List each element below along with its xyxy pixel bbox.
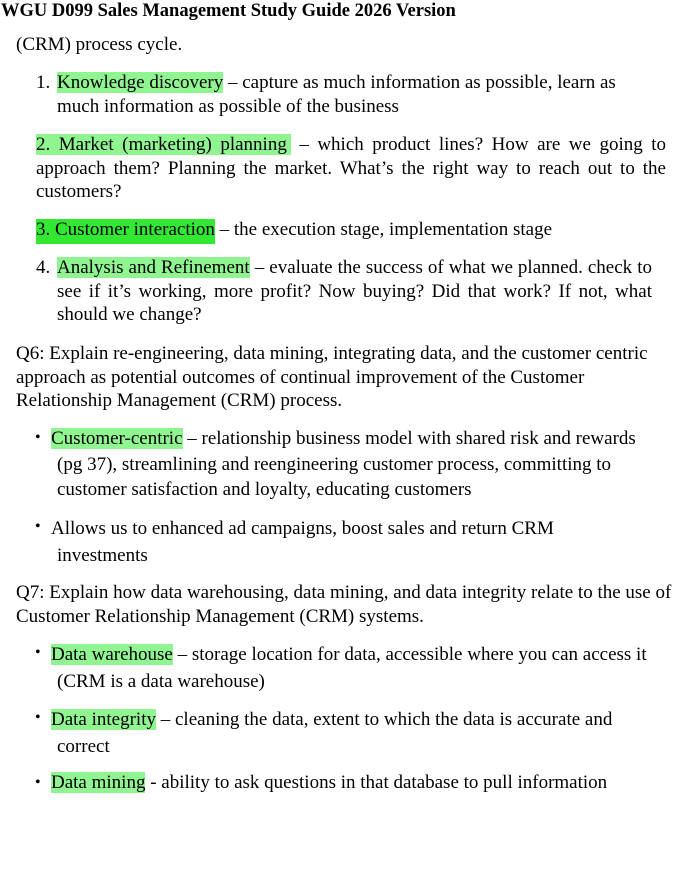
step-text: – capture as much information as possible, learn as much information as possible of the business [57, 72, 616, 117]
step-term-with-number [36, 219, 215, 244]
step-number: 4. [36, 257, 51, 278]
bullet-marker: • [35, 429, 41, 446]
bullet-text: – relationship business model with shared risk and rewards (pg 37), streamlining and reengineering customer process, committing to customer satisfaction and loyalty, educating customers [57, 428, 636, 500]
bullet-marker: • [35, 518, 41, 535]
step-text: – which product lines? How are we going to approach them? Planning the market. What’s the right way to reach out to the customers? [36, 134, 667, 202]
step-term-with-number [36, 134, 291, 155]
bullet-data-warehouse [51, 641, 677, 695]
bullet-text: – storage location for data, accessible where you can access it (CRM is a data warehouse) [57, 644, 647, 692]
bullet-ad-campaigns [51, 515, 617, 569]
bullet-text: - ability to ask questions in that database to pull information [145, 772, 608, 793]
question-q6: Q6: Explain re-engineering, data mining, integrating data, and the customer centric approach as potential outcomes of continual improvement of the Customer Relationship Management (CRM) process. [16, 343, 648, 411]
document-header: WGU D099 Sales Management Study Guide 2026 Version [1, 1, 456, 21]
bullet-marker: • [35, 709, 41, 726]
step-number: 2. [36, 134, 51, 155]
step-item-market-planning [36, 133, 666, 204]
bullet-customer-centric [51, 426, 657, 503]
bullet-text: Allows us to enhanced ad campaigns, boost sales and return CRM investments [51, 518, 554, 566]
step-item-customer-interaction [36, 218, 666, 242]
bullet-text: – cleaning the data, extent to which the data is accurate and correct [57, 709, 613, 757]
step-number: 3. [36, 219, 51, 240]
bullet-term: Data mining [51, 772, 146, 793]
question-q7: Q7: Explain how data warehousing, data mining, and data integrity relate to the use of Customer Relationship Management (CRM) systems. [16, 582, 672, 627]
bullet-data-integrity [51, 706, 657, 760]
bullet-data-mining [51, 771, 681, 795]
step-text: – evaluate the success of what we planned. check to see if it’s working, more profit? Now buying? Did that work? If not, what should we change? [57, 257, 652, 325]
step-term: Knowledge discovery [57, 72, 224, 93]
step-term: Market (marketing) planning [58, 134, 287, 155]
bullet-marker: • [35, 774, 41, 791]
bullet-marker: • [35, 644, 41, 661]
step-item-analysis-refinement [57, 256, 652, 327]
step-item-knowledge-discovery [57, 71, 652, 118]
step-text: – the execution stage, implementation stage [214, 219, 553, 240]
step-number: 1. [36, 72, 51, 93]
bullet-term: Data warehouse [51, 644, 173, 665]
bullet-term: Data integrity [51, 709, 156, 730]
bullet-term: Customer-centric [51, 428, 183, 449]
step-term: Customer interaction [55, 219, 215, 240]
step-term: Analysis and Refinement [57, 257, 250, 278]
continuation-text: (CRM) process cycle. [16, 34, 183, 55]
